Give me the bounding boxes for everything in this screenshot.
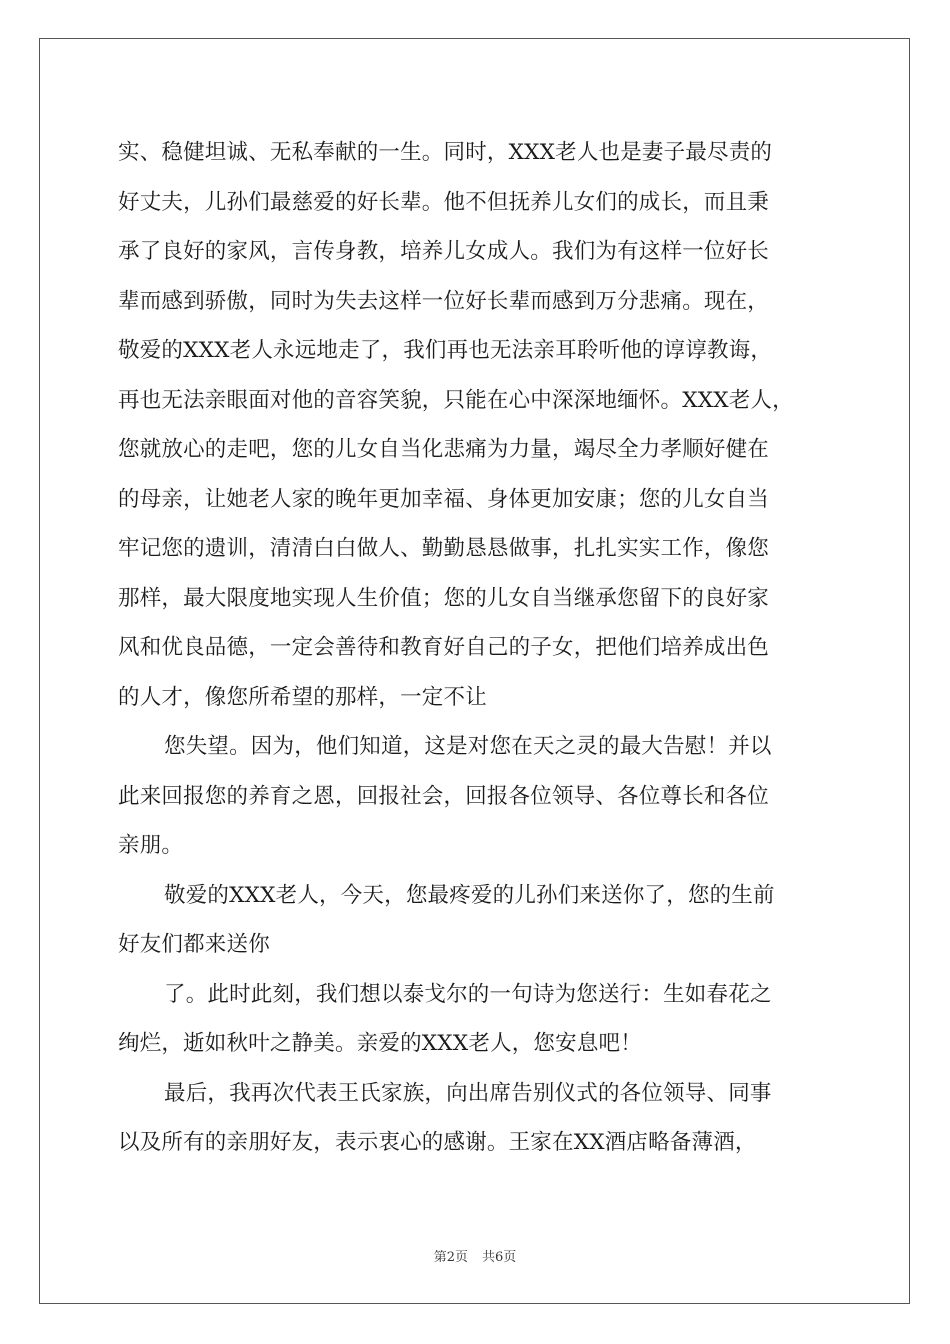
text-line: 以及所有的亲朋好友，表示衷心的感谢。王家在XX酒店略备薄酒， — [118, 1130, 757, 1155]
text-line: 绚烂，逝如秋叶之静美。亲爱的XXX老人，您安息吧！ — [118, 1031, 642, 1056]
paragraph-first-line: 最后，我再次代表王氏家族，向出席告别仪式的各位领导、同事 — [164, 1080, 772, 1106]
text-line: 风和优良品德，一定会善待和教育好自己的子女，把他们培养成出色 — [118, 635, 770, 660]
page-total: 共6页 — [482, 1250, 517, 1265]
text-line: 再也无法亲眼面对他的音容笑貌，只能在心中深深地缅怀。XXX老人， — [118, 387, 794, 413]
text-line: 的母亲，让她老人家的晚年更加幸福、身体更加安康；您的儿女自当 — [118, 486, 770, 512]
text-line: 辈而感到骄傲，同时为失去这样一位好长辈而感到万分悲痛。现在， — [118, 288, 770, 314]
text-line: 您就放心的走吧，您的儿女自当化悲痛为力量，竭尽全力孝顺好健在 — [118, 437, 770, 462]
paragraph-first-line: 敬爱的XXX老人，今天，您最疼爱的儿孙们来送你了，您的生前 — [164, 882, 775, 908]
text-line: 那样，最大限度地实现人生价值；您的儿女自当继承您留下的良好家 — [118, 585, 770, 611]
text-line: 的人才，像您所希望的那样，一定不让 — [118, 684, 487, 710]
text-line: 亲朋。 — [118, 833, 184, 858]
paragraph-first-line: 您失望。因为，他们知道，这是对您在天之灵的最大告慰！并以 — [164, 734, 772, 759]
text-line: 此来回报您的养育之恩，回报社会，回报各位领导、各位尊长和各位 — [118, 783, 770, 809]
text-line: 实、稳健坦诚、无私奉献的一生。同时，XXX老人也是妻子最尽责的 — [118, 140, 773, 165]
page-number: 第2页 — [433, 1250, 468, 1265]
paragraph-first-line: 了。此时此刻，我们想以泰戈尔的一句诗为您送行：生如春花之 — [164, 981, 772, 1007]
text-line: 好友们都来送你 — [118, 932, 270, 957]
text-line: 好丈夫，儿孙们最慈爱的好长辈。他不但抚养儿女们的成长，而且秉 — [118, 189, 770, 215]
text-line: 承了良好的家风，言传身教，培养儿女成人。我们为有这样一位好长 — [118, 239, 770, 264]
text-line: 敬爱的XXX老人永远地走了，我们再也无法亲耳聆听他的谆谆教诲， — [118, 338, 773, 363]
document-body — [118, 128, 838, 1168]
page-footer — [0, 1246, 950, 1265]
text-line: 牢记您的遗训，清清白白做人、勤勤恳恳做事，扎扎实实工作，像您 — [118, 536, 770, 561]
